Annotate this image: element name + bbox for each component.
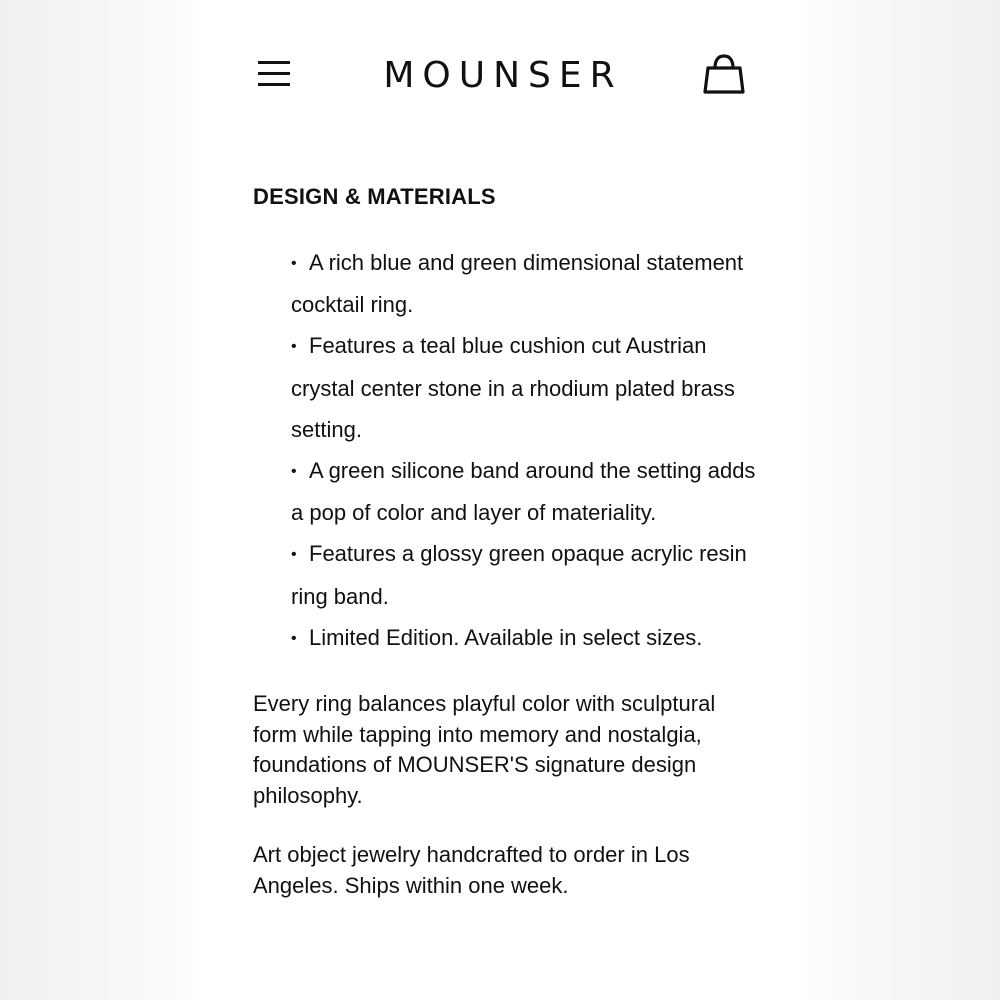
bullet-dot: • xyxy=(291,338,297,356)
bullet-dot: • xyxy=(291,255,297,272)
list-item xyxy=(291,242,761,325)
site-header xyxy=(198,0,804,150)
list-item-text: A rich blue and green dimensional statement cocktail ring. xyxy=(291,250,744,318)
list-item-text: Limited Edition. Available in select sizes. xyxy=(309,624,703,650)
design-philosophy-paragraph: Every ring balances playful color with sculptural form while tapping into memory and nostalgia, foundations of MOUNSER'S signature design philosophy. xyxy=(253,691,716,809)
mobile-page xyxy=(198,0,804,1000)
section-title: DESIGN & MATERIALS xyxy=(253,184,496,209)
bullet-dot: • xyxy=(291,629,297,647)
brand-logo[interactable]: MOUNSER xyxy=(383,55,623,96)
feature-list xyxy=(253,242,761,659)
list-item-text: Features a glossy green opaque acrylic resin ring band. xyxy=(291,541,747,609)
bullet-dot: • xyxy=(291,546,297,564)
list-item xyxy=(291,450,761,533)
list-item-text: A green silicone band around the setting adds a pop of color and layer of materiality. xyxy=(291,458,756,526)
shopping-bag-icon[interactable] xyxy=(702,52,746,96)
list-item xyxy=(291,617,761,659)
list-item-text: Features a teal blue cushion cut Austrian crystal center stone in a rhodium plated brass setting. xyxy=(291,333,735,442)
bullet-dot: • xyxy=(291,463,297,481)
handcrafted-paragraph: Art object jewelry handcrafted to order in Los Angeles. Ships within one week. xyxy=(253,841,690,898)
list-item xyxy=(291,533,761,616)
list-item xyxy=(291,325,761,450)
product-description xyxy=(253,180,773,901)
